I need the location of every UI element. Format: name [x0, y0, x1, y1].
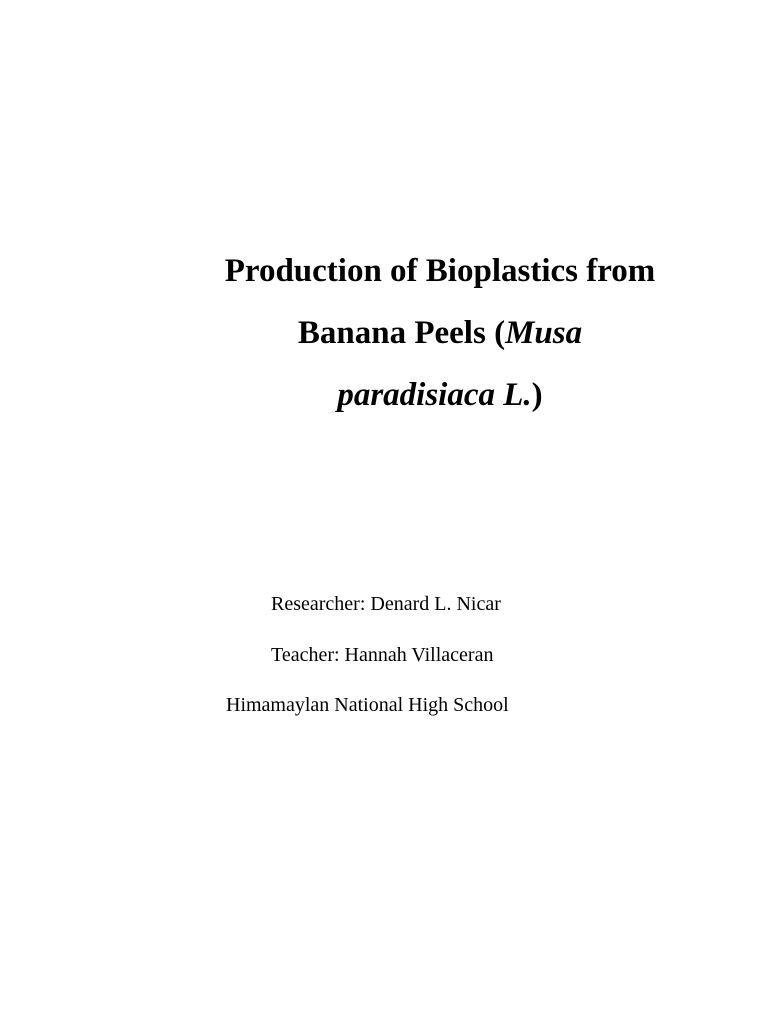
title-scientific-name-species: paradisiaca L. [337, 377, 532, 413]
teacher-line: Teacher: Hannah Villaceran [271, 644, 494, 666]
title-line-2-prefix: Banana Peels ( [297, 315, 506, 351]
title-line-2 [160, 302, 720, 364]
title-line-3 [160, 364, 720, 426]
document-title [160, 240, 720, 426]
title-line-3-suffix: ) [531, 377, 543, 413]
title-line-1: Production of Bioplastics from [224, 253, 656, 289]
title-scientific-name-genus: Musa [505, 315, 583, 351]
researcher-line: Researcher: Denard L. Nicar [271, 593, 501, 615]
school-line: Himamaylan National High School [226, 694, 509, 716]
